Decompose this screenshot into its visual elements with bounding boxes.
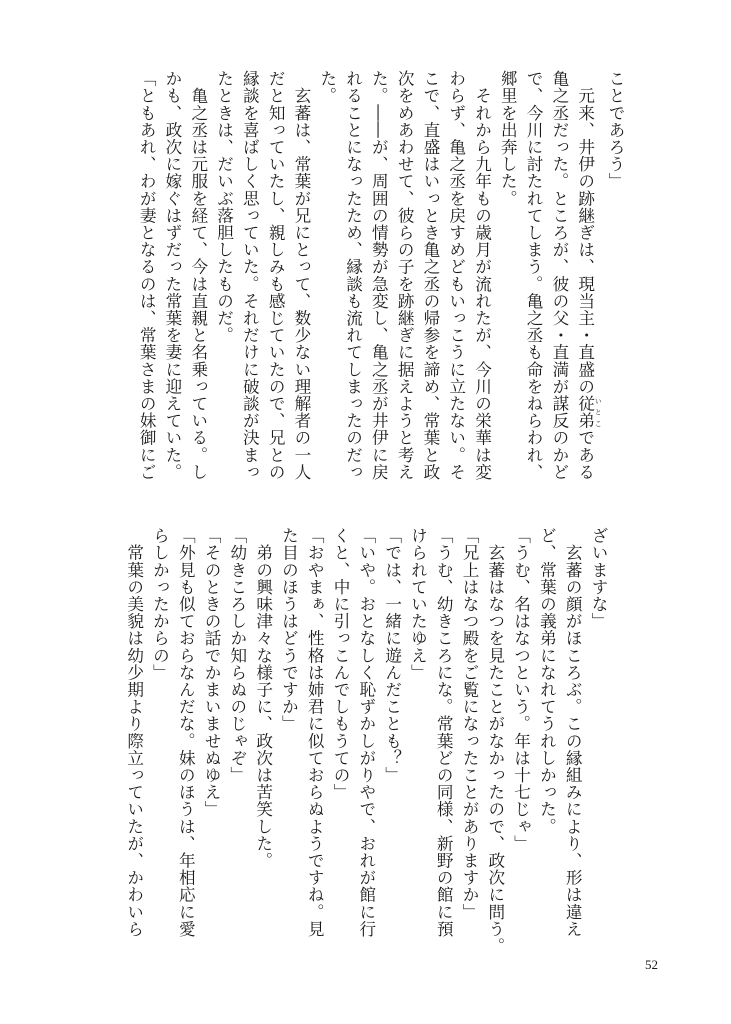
text-line: 常葉の美貌は幼少期より際立っていたが、かわいら [124,527,144,938]
text-line: かも、政次に嫁ぐはずだった常葉を妻に迎えていた。 [162,70,182,481]
text-segment: である [575,429,595,481]
text-line: ざいますな」 [589,527,608,630]
text-line: らしかったからの」 [150,527,170,681]
text-line: た目のほうはどうですか」 [279,527,299,733]
text-line: た。――が、周囲の情勢が急変し、亀之丞が井伊に戻 [369,70,389,481]
text-line [572,70,602,490]
text-line: 玄蕃は、常葉が兄にとって、数少ない理解者の一人 [291,70,311,481]
text-line: こで、直盛はいっとき亀之丞の帰参を諦め、常葉と政 [420,70,440,481]
text-line: わらず、亀之丞を戻すめどもいっこうに立たない。そ [446,70,466,481]
text-line: 「うむ、幼きころにな。常葉どの同様、新野の館に預 [434,527,454,938]
text-line: 次をめあわせて、彼らの子を跡継ぎに据えようと考え [395,70,415,481]
text-line: 郷里を出奔した。 [498,70,518,207]
ruby-base: 従弟 [575,394,595,430]
text-line: 「そのときの話でかまいませぬゆえ」 [202,527,222,818]
text-line: だと知っていたし、親しみも感じていたので、兄との [266,70,286,481]
text-line: くと、中に引っこんでしもうての」 [331,527,351,801]
text-block-bottom [121,527,611,955]
text-line: 縁談を喜ばしく思っていた。それだけに破談が決まっ [240,70,260,481]
text-line: 「おやまぁ、性格は姉君に似ておらぬようですね。見 [305,527,325,938]
text-line: れることになったため、縁談も流れてしまったのだっ [343,70,363,481]
text-line: それから九年もの歳月が流れたが、今川の栄華は変 [472,70,492,481]
text-line: 「いや。おとなしく恥ずかしがりやで、おれが館に行 [356,527,376,938]
text-line: 「外見も似ておらなんだな。妹のほうは、年相応に愛 [176,527,196,938]
text-line: 玄蕃はなつを見たことがなかったので、政次に問う。 [485,527,505,955]
text-line: けられていたゆえ」 [408,527,428,681]
text-line: で、今川に討たれてしまう。亀之丞も命をねらわれ、 [524,70,544,481]
text-line: 亀之丞だった。ところが、彼の父・直満が謀反のかど [549,70,569,481]
text-line: 「兄上はなつ殿をご覧になったことがありますか」 [460,527,480,921]
text-line: ど、常葉の義弟になれてうれしかった。 [537,527,557,835]
text-line: 「ともあれ、わが妻となるのは、常葉さまの妹御にご [137,70,157,481]
ruby-word [575,394,603,430]
page-number: 52 [645,957,658,972]
text-line: 「幼きころしか知らぬのじゃぞ」 [227,527,247,784]
text-line: 弟の興味津々な様子に、政次は苦笑した。 [253,527,273,869]
text-block-top [133,70,628,490]
text-line: 「では、一緒に遊んだことも？」 [382,527,402,784]
text-line: 玄蕃の顔がほころぶ。この縁組みにより、形は違え [563,527,583,938]
text-segment: 元来、井伊の跡継ぎは、現当主・直盛の [575,70,595,395]
text-line: た。 [317,70,337,105]
text-line: たときは、だいぶ落胆したものだ。 [214,70,234,344]
text-line: 亀之丞は元服を経て、今は直親と名乗っている。し [188,70,208,481]
text-line: ことであろう」 [606,70,625,190]
ruby-reading: いとこ [594,394,603,430]
text-line: 「うむ、名はなつという。年は十七じゃ」 [511,527,531,852]
